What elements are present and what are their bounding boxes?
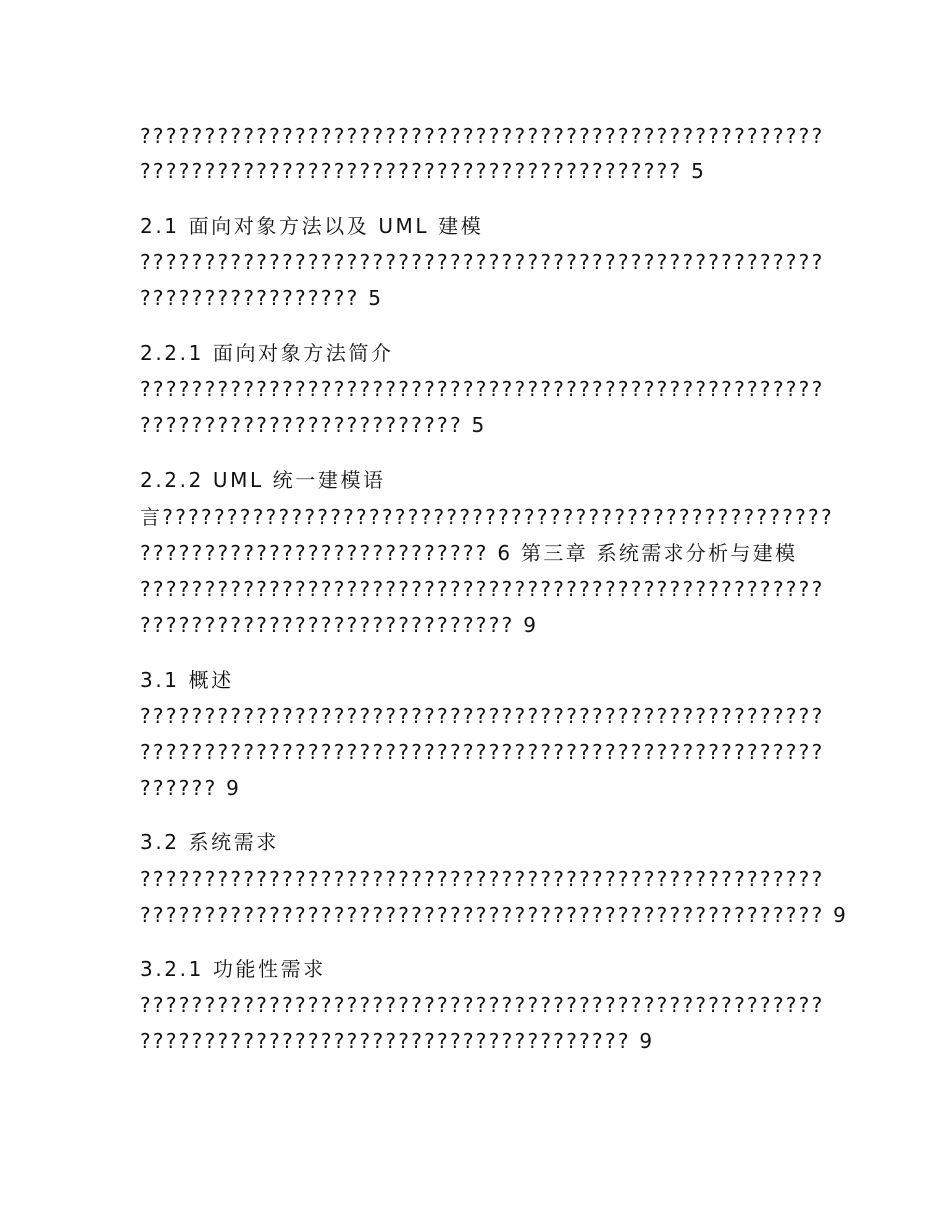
toc-heading-2-2-2: 2.2.2 UML 统一建模语 <box>140 468 386 492</box>
toc-heading-2-2-1: 2.2.1 面向对象方法简介 <box>140 341 394 365</box>
toc-line: ?????????????????????????????????????????? 5 <box>140 159 707 183</box>
toc-line: ????????????????????????????????????????????????????? <box>140 993 825 1017</box>
toc-line: ????????????????????????????????????????????????????? 9 <box>140 903 849 927</box>
toc-line: ????????????????????????????????????????????????????? <box>140 867 825 891</box>
toc-line: ?????????????????????????????????????? 9 <box>140 1029 655 1053</box>
toc-line: ????????????????????????? 5 <box>140 413 487 437</box>
toc-line: ??????????????????????????? 6 第三章 系统需求分析与建模 <box>140 541 798 565</box>
toc-line: 言???????????????????????????????????????????????????? <box>140 505 834 529</box>
toc-line: ????????????????? 5 <box>140 286 384 310</box>
toc-heading-3-2-1: 3.2.1 功能性需求 <box>140 957 326 981</box>
toc-heading-3-2: 3.2 系统需求 <box>140 830 279 854</box>
toc-heading-3-1: 3.1 概述 <box>140 668 234 692</box>
toc-line: ????????????????????????????????????????????????????? <box>140 377 825 401</box>
toc-line: ????????????????????????????? 9 <box>140 613 539 637</box>
toc-line: ????????????????????????????????????????????????????? <box>140 124 825 148</box>
toc-line: ????????????????????????????????????????????????????? <box>140 740 825 764</box>
toc-line: ????????????????????????????????????????????????????? <box>140 577 825 601</box>
toc-line: ????????????????????????????????????????????????????? <box>140 250 825 274</box>
toc-line: ?????? 9 <box>140 776 242 800</box>
toc-line: ????????????????????????????????????????????????????? <box>140 704 825 728</box>
toc-heading-2-1: 2.1 面向对象方法以及 UML 建模 <box>140 214 484 238</box>
